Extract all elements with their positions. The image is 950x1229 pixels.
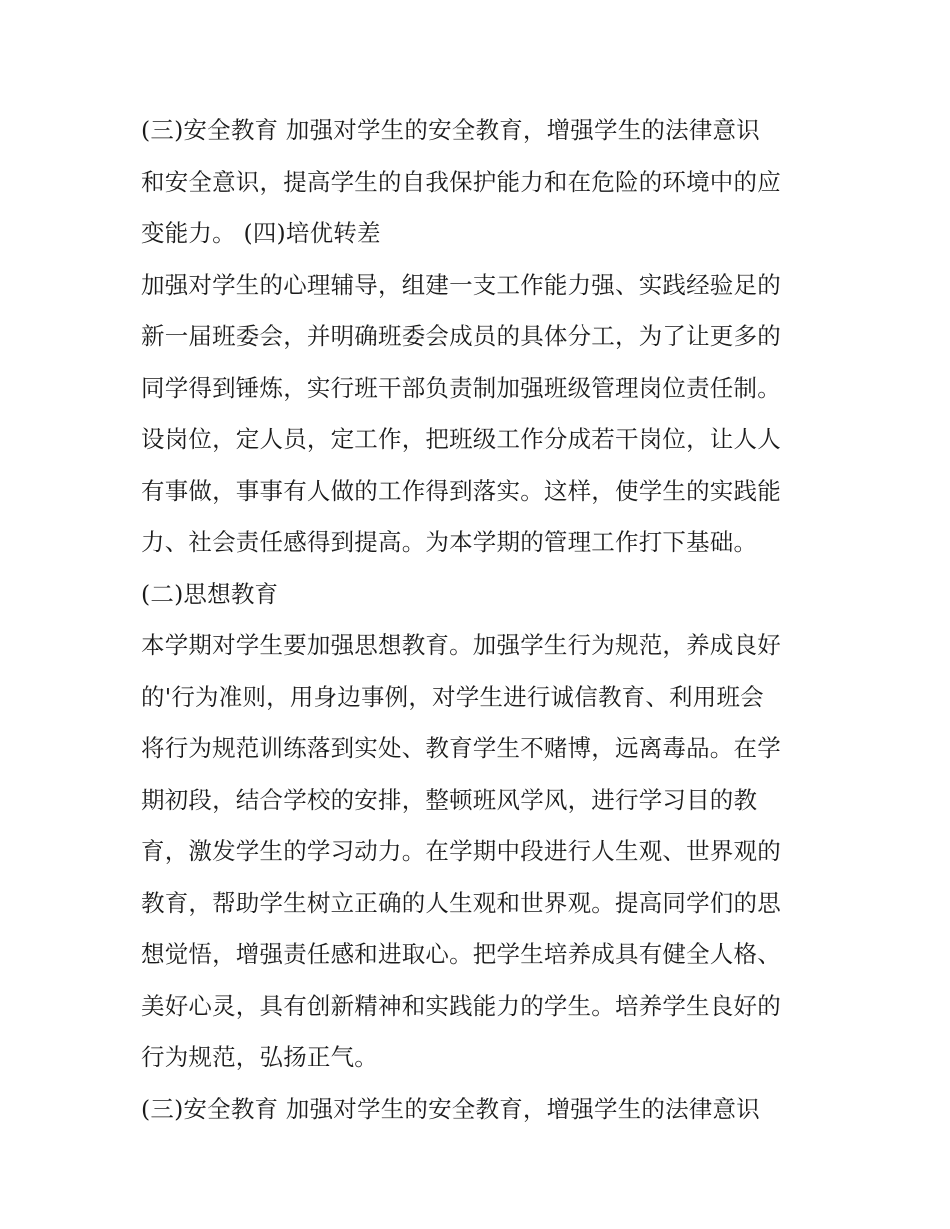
text-line: 力、社会责任感得到提高。为本学期的管理工作打下基础。 bbox=[141, 528, 758, 556]
text-line: 加强对学生的心理辅导，组建一支工作能力强、实践经验足的 bbox=[141, 270, 781, 299]
text-line: 育，激发学生的学习动力。在学期中段进行人生观、世界观的 bbox=[141, 837, 781, 865]
text-line: 将行为规范训练落到实处、教育学生不赌博，远离毒品。在学 bbox=[141, 734, 781, 762]
text-line: 新一届班委会，并明确班委会成员的具体分工，为了让更多的 bbox=[141, 322, 781, 350]
text-line: 行为规范，弘扬正气。 bbox=[141, 1043, 378, 1071]
text-line: 教育，帮助学生树立正确的人生观和世界观。提高同学们的思 bbox=[141, 888, 781, 917]
text-line: 有事做，事事有人做的工作得到落实。这样，使学生的实践能 bbox=[141, 476, 781, 505]
text-line: 同学得到锤炼，实行班干部负责制加强班级管理岗位责任制。 bbox=[141, 373, 781, 402]
text-line: 美好心灵，具有创新精神和实践能力的学生。培养学生良好的 bbox=[141, 991, 781, 1020]
text-line: 和安全意识，提高学生的自我保护能力和在危险的环境中的应 bbox=[141, 167, 781, 196]
text-line: 期初段，结合学校的安排，整顿班风学风，进行学习目的教 bbox=[141, 785, 758, 814]
text-line: 本学期对学生要加强思想教育。加强学生行为规范，养成良好 bbox=[141, 631, 781, 659]
text-line: 的'行为准则，用身边事例，对学生进行诚信教育、利用班会 bbox=[141, 682, 764, 711]
text-line: 变能力。 (四)培优转差 bbox=[141, 219, 381, 247]
text-line: (三)安全教育 加强对学生的安全教育，增强学生的法律意识 bbox=[141, 116, 760, 144]
text-line: (三)安全教育 加强对学生的安全教育，增强学生的法律意识 bbox=[141, 1094, 760, 1123]
text-line: 想觉悟，增强责任感和进取心。把学生培养成具有健全人格、 bbox=[141, 940, 781, 968]
text-line: 设岗位，定人员，定工作，把班级工作分成若干岗位，让人人 bbox=[141, 425, 781, 453]
section-heading: (二)思想教育 bbox=[141, 579, 279, 608]
document-body bbox=[141, 108, 821, 1138]
